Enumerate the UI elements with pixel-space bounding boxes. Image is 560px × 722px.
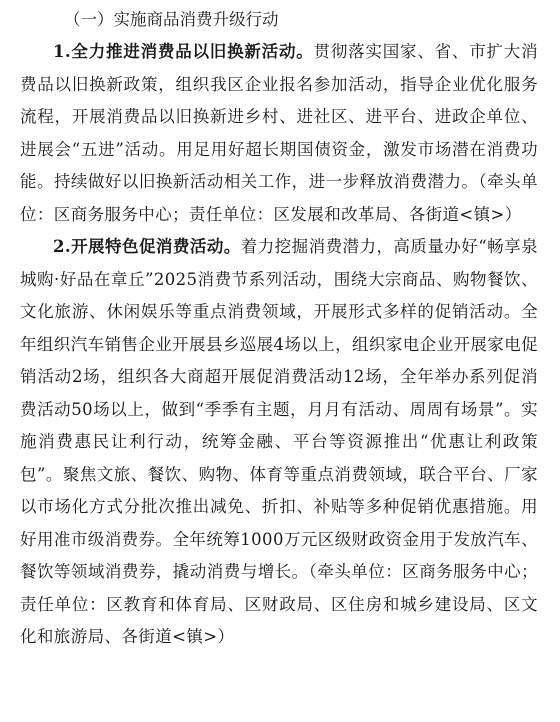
item-2-lead: 2.开展特色促消费活动。 xyxy=(53,237,241,256)
item-2-body: 着力挖掘消费潜力，高质量办好“畅享泉城购·好品在章丘”2025消费节系列活动，围绕大宗商品、购物餐饮、文化旅游、休闲娱乐等重点消费领域，开展形式多样的促销活动。全年组织汽车销售企业开展县乡巡展4场以上，组织家电企业开展家电促销活动2场，组织各大商超开展促消费活动12场，全年举办系列促消费活动50场以上，做到“季季有主题，月月有活动、周周有场景”。实施消费惠民让利行动，统筹金融、平台等资源推出“优惠让利政策包”。聚焦文旅、餐饮、购物、体育等重点消费领域，联合平台、厂家以市场化方式分批次推出减免、折扣、补贴等多种促销优惠措施。用好用准市级消费券。全年统筹1000万元区级财政资金用于发放汽车、餐饮等领域消费券，撬动消费与增长。（牵头单位：区商务服务中心；责任单位：区教育和体育局、区财政局、区住房和城乡建设局、区文化和旅游局、各街道<镇>） xyxy=(20,237,538,646)
item-1-body: 贯彻落实国家、省、市扩大消费品以旧换新政策，组织我区企业报名参加活动，指导企业优化服务流程，开展消费品以旧换新进乡村、进社区、进平台、进政企单位、进展会“五进”活动。用足用好超长期国债资金，激发市场潜在消费功能。持续做好以旧换新活动相关工作，进一步释放消费潜力。（牵头单位：区商务服务中心；责任单位：区发展和改革局、各街道<镇>） xyxy=(20,42,539,224)
paragraph-item-2 xyxy=(20,231,538,654)
item-1-lead: 1.全力推进消费品以旧换新活动。 xyxy=(53,42,314,61)
paragraph-item-1 xyxy=(20,36,538,231)
section-heading: （一）实施商品消费升级行动 xyxy=(64,10,279,29)
